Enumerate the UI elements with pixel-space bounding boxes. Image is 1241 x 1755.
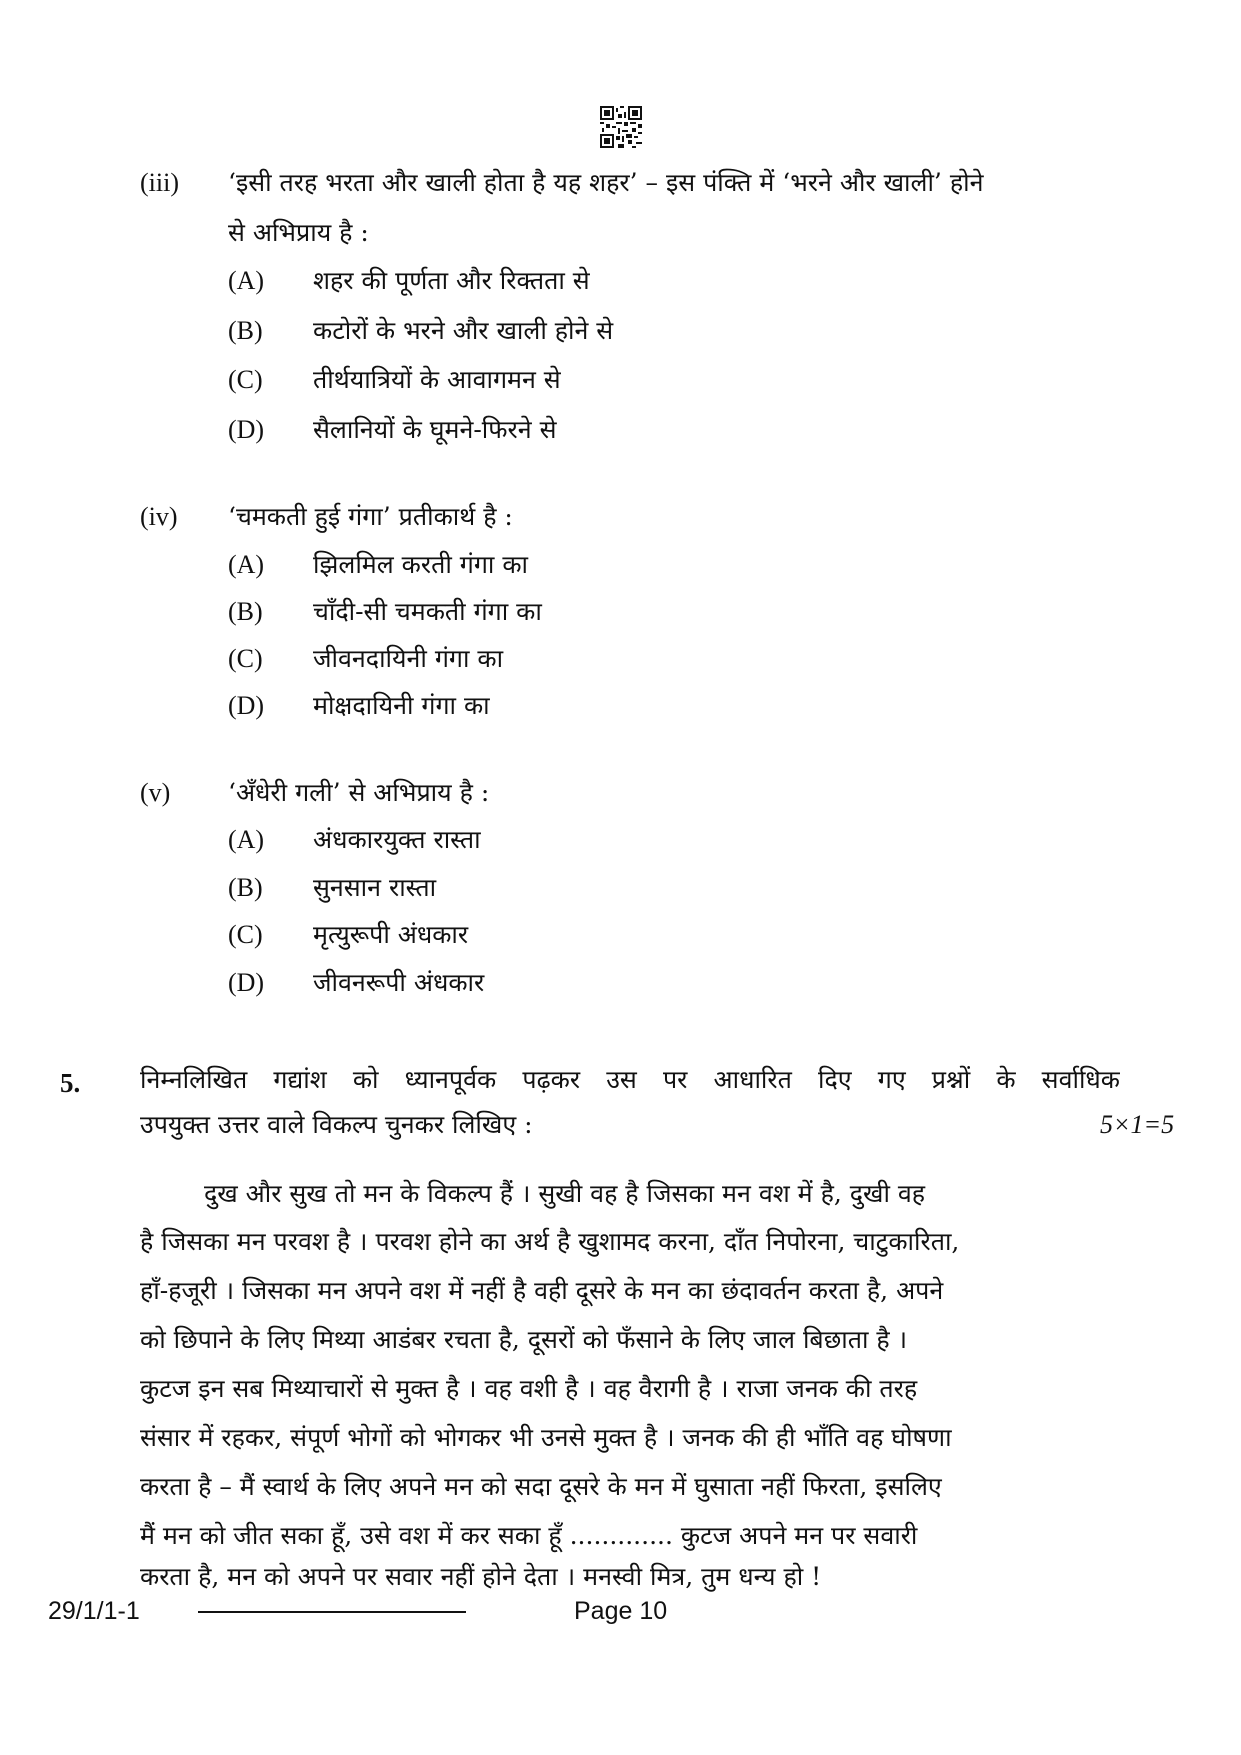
- marks-label: 5×1=5: [1100, 1110, 1175, 1139]
- passage-line: है जिसका मन परवश है । परवश होने का अर्थ है खुशामद करना, दाँत निपोरना, चाटुकारिता,: [140, 1227, 960, 1256]
- option-text: अंधकारयुक्त रास्ता: [313, 825, 481, 854]
- option-text: शहर की पूर्णता और रिक्तता से: [313, 266, 590, 295]
- footer-divider: [198, 1611, 466, 1613]
- option-label: (B): [228, 316, 263, 345]
- qr-code-icon: [600, 106, 642, 148]
- option-text: मृत्युरूपी अंधकार: [313, 920, 469, 949]
- option-text: सुनसान रास्ता: [313, 873, 437, 902]
- passage-line: दुख और सुख तो मन के विकल्प हैं । सुखी वह है जिसका मन वश में है, दुखी वह: [204, 1179, 926, 1208]
- question-5-instruction-line1: निम्नलिखित गद्यांश को ध्यानपूर्वक पढ़कर उस पर आधारित दिए गए प्रश्नों के सर्वाधिक: [140, 1065, 1120, 1094]
- passage-line: कुटज इन सब मिथ्याचारों से मुक्त है । वह वशी है । वह वैरागी है । राजा जनक की तरह: [140, 1374, 918, 1403]
- option-label: (D): [228, 415, 265, 444]
- option-label: (D): [228, 691, 265, 720]
- option-label: (C): [228, 644, 263, 673]
- option-text: मोक्षदायिनी गंगा का: [313, 691, 490, 720]
- option-label: (A): [228, 550, 265, 579]
- passage-line: करता है – मैं स्वार्थ के लिए अपने मन को सदा दूसरे के मन में घुसाता नहीं फिरता, इसलिए: [140, 1472, 942, 1501]
- question-number-v: (v): [140, 778, 171, 807]
- option-text: जीवनरूपी अंधकार: [313, 968, 485, 997]
- passage-line: को छिपाने के लिए मिथ्या आडंबर रचता है, दूसरों को फँसाने के लिए जाल बिछाता है ।: [140, 1325, 908, 1354]
- question-iv-stem: ‘चमकती हुई गंगा’ प्रतीकार्थ है :: [228, 502, 513, 531]
- option-label: (C): [228, 920, 263, 949]
- option-label: (A): [228, 266, 265, 295]
- option-text: कटोरों के भरने और खाली होने से: [313, 316, 614, 345]
- passage-line: करता है, मन को अपने पर सवार नहीं होने देता । मनस्वी मित्र, तुम धन्य हो !: [140, 1562, 822, 1591]
- option-text: सैलानियों के घूमने-फिरने से: [313, 415, 557, 444]
- question-iii-stem-line1: ‘इसी तरह भरता और खाली होता है यह शहर’ – इस पंक्ति में ‘भरने और खाली’ होने: [228, 168, 984, 197]
- page-number: Page 10: [574, 1597, 668, 1625]
- option-label: (B): [228, 597, 263, 626]
- passage-line: हाँ-हजूरी । जिसका मन अपने वश में नहीं है वही दूसरे के मन का छंदावर्तन करता है, अपने: [140, 1276, 944, 1305]
- option-text: झिलमिल करती गंगा का: [313, 550, 528, 579]
- question-number-5: 5.: [60, 1068, 81, 1098]
- option-text: जीवनदायिनी गंगा का: [313, 644, 504, 673]
- paper-code: 29/1/1-1: [48, 1597, 140, 1625]
- option-label: (A): [228, 825, 265, 854]
- passage-line: मैं मन को जीत सका हूँ, उसे वश में कर सका हूँ ............. कुटज अपने मन पर सवारी: [140, 1521, 918, 1550]
- option-label: (B): [228, 873, 263, 902]
- question-5-instruction-line2: उपयुक्त उत्तर वाले विकल्प चुनकर लिखिए :: [140, 1110, 533, 1139]
- question-number-iii: (iii): [140, 168, 179, 197]
- option-text: तीर्थयात्रियों के आवागमन से: [313, 365, 561, 394]
- question-number-iv: (iv): [140, 502, 178, 531]
- option-label: (D): [228, 968, 265, 997]
- question-iii-stem-line2: से अभिप्राय है :: [228, 218, 369, 247]
- question-v-stem: ‘अँधेरी गली’ से अभिप्राय है :: [228, 778, 490, 807]
- passage-line: संसार में रहकर, संपूर्ण भोगों को भोगकर भी उनसे मुक्त है । जनक की ही भाँति वह घोषणा: [140, 1423, 952, 1452]
- option-label: (C): [228, 365, 263, 394]
- option-text: चाँदी-सी चमकती गंगा का: [313, 597, 542, 626]
